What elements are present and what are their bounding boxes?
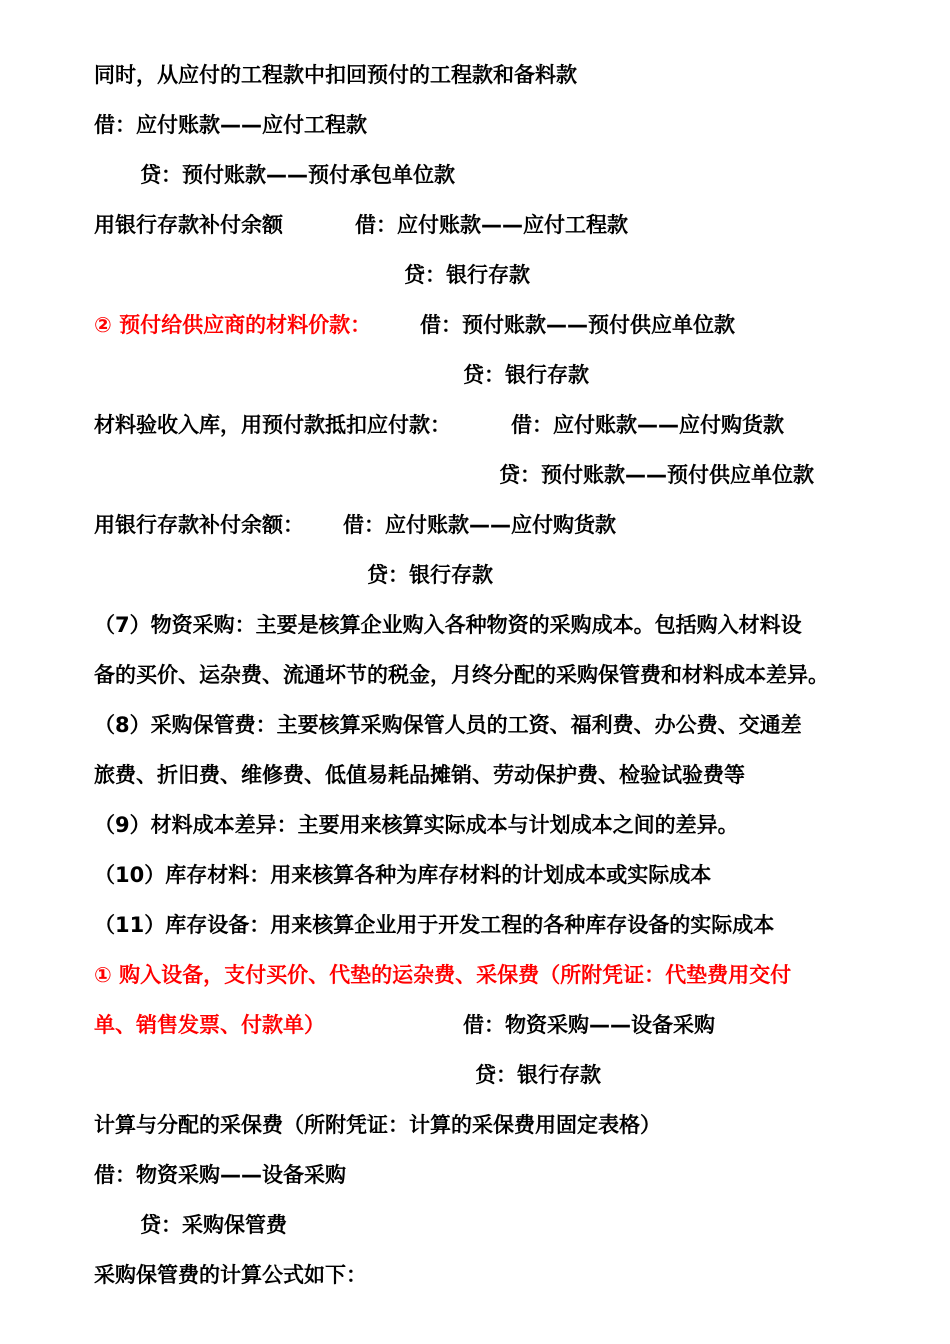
credit-entry-3: 贷：银行存款 bbox=[463, 363, 589, 387]
debit-entry-5: 借：应付账款——应付购货款 bbox=[343, 513, 616, 537]
text-line-5: 计算与分配的采保费（所附凭证：计算的采保费用固定表格） bbox=[94, 1113, 661, 1137]
text-line-4: 用银行存款补付余额： bbox=[94, 513, 304, 537]
paragraph-8-line-2: 旅费、折旧费、维修费、低值易耗品摊销、劳动保护费、检验试验费等 bbox=[94, 763, 745, 787]
highlight-heading-prepay-supplier: ② 预付给供应商的材料价款： bbox=[94, 313, 372, 337]
debit-entry-3: 借：预付账款——预付供应单位款 bbox=[420, 313, 735, 337]
credit-entry-1: 贷：预付账款——预付承包单位款 bbox=[140, 163, 455, 187]
credit-entry-2: 贷：银行存款 bbox=[404, 263, 530, 287]
debit-entry-4: 借：应付账款——应付购货款 bbox=[511, 413, 784, 437]
credit-entry-4: 贷：预付账款——预付供应单位款 bbox=[499, 463, 814, 487]
credit-entry-5: 贷：银行存款 bbox=[367, 563, 493, 587]
debit-entry-2: 借：应付账款——应付工程款 bbox=[355, 213, 628, 237]
paragraph-8-line-1: （8）采购保管费：主要核算采购保管人员的工资、福利费、办公费、交通差 bbox=[94, 713, 802, 737]
highlight-heading-buy-equipment-line-1: ① 购入设备，支付买价、代垫的运杂费、采保费（所附凭证：代垫费用交付 bbox=[94, 963, 792, 987]
text-line-1: 同时，从应付的工程款中扣回预付的工程款和备料款 bbox=[94, 63, 577, 87]
paragraph-9: （9）材料成本差异：主要用来核算实际成本与计划成本之间的差异。 bbox=[94, 813, 739, 837]
credit-entry-7: 贷：采购保管费 bbox=[140, 1213, 287, 1237]
debit-entry-7: 借：物资采购——设备采购 bbox=[94, 1163, 346, 1187]
paragraph-7-line-1: （7）物资采购：主要是核算企业购入各种物资的采购成本。包括购入材料设 bbox=[94, 613, 802, 637]
paragraph-11: （11）库存设备：用来核算企业用于开发工程的各种库存设备的实际成本 bbox=[94, 913, 775, 937]
debit-entry-1: 借：应付账款——应付工程款 bbox=[94, 113, 367, 137]
paragraph-7-line-2: 备的买价、运杂费、流通坏节的税金，月终分配的采购保管费和材料成本差异。 bbox=[94, 663, 829, 687]
text-line-2: 用银行存款补付余额 bbox=[94, 213, 283, 237]
debit-entry-6: 借：物资采购——设备采购 bbox=[463, 1013, 715, 1037]
text-line-6: 采购保管费的计算公式如下： bbox=[94, 1263, 367, 1287]
credit-entry-6: 贷：银行存款 bbox=[475, 1063, 601, 1087]
paragraph-10: （10）库存材料：用来核算各种为库存材料的计划成本或实际成本 bbox=[94, 863, 712, 887]
highlight-heading-buy-equipment-line-2: 单、销售发票、付款单） bbox=[94, 1013, 325, 1037]
text-line-3: 材料验收入库，用预付款抵扣应付款： bbox=[94, 413, 451, 437]
